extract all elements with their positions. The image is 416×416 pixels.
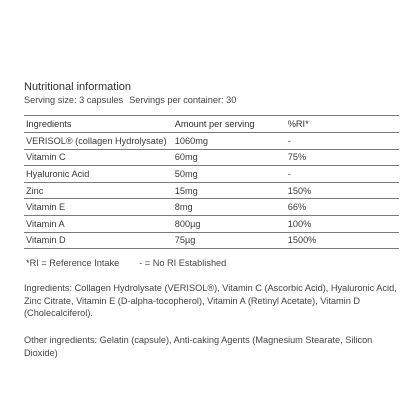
ingredient-ri: 1500% — [286, 232, 399, 249]
ingredient-amount: 60mg — [173, 149, 286, 166]
ingredient-name: Vitamin C — [24, 149, 173, 166]
ingredient-name: Vitamin A — [24, 215, 173, 232]
other-ingredients-label: Other ingredients: — [24, 335, 98, 346]
column-header-amount: Amount per serving — [173, 116, 286, 133]
page-title: Nutritional information — [24, 81, 131, 93]
ingredients-text: Collagen Hydrolysate (VERISOL®), Vitamin C (Ascorbic Acid), Hyaluronic Acid, Zinc Citrate, Vitamin E (D-alpha-tocopherol), Vitamin A (Retinyl Acetate), Vitamin D (Cholecalciferol). — [24, 283, 397, 318]
ingredient-ri: 75% — [286, 149, 399, 166]
ingredients-paragraph — [24, 282, 401, 319]
ingredient-name: Zinc — [24, 182, 173, 199]
ingredient-name: Vitamin E — [24, 199, 173, 216]
table-header-row — [24, 116, 399, 133]
serving-size: Serving size: 3 capsules — [24, 95, 124, 105]
ingredient-amount: 15mg — [173, 182, 286, 199]
nutrition-panel — [24, 81, 401, 359]
column-header-ingredients: Ingredients — [24, 116, 173, 133]
serving-info — [24, 94, 401, 106]
nutrition-table — [24, 115, 399, 249]
table-row — [24, 215, 399, 232]
ingredient-name: VERISOL® (collagen Hydrolysate) — [24, 133, 173, 150]
legend-ri: *RI = Reference Intake — [26, 258, 120, 269]
table-row — [24, 133, 399, 150]
table-row — [24, 149, 399, 166]
ingredient-amount: 75µg — [173, 232, 286, 249]
ingredient-name: Hyaluronic Acid — [24, 166, 173, 183]
table-row — [24, 232, 399, 249]
ingredient-amount: 1060mg — [173, 133, 286, 150]
ingredient-ri: 66% — [286, 199, 399, 216]
table-row — [24, 199, 399, 216]
other-ingredients-paragraph — [24, 334, 401, 359]
ingredient-ri: 150% — [286, 182, 399, 199]
table-legend — [26, 258, 401, 268]
servings-per-container: Servings per container: 30 — [129, 95, 237, 105]
ingredient-ri: - — [286, 166, 399, 183]
column-header-ri: %RI* — [286, 116, 399, 133]
table-row — [24, 166, 399, 183]
legend-no-ri: - = No RI Established — [139, 258, 227, 269]
ingredient-amount: 8mg — [173, 199, 286, 216]
ingredient-amount: 50mg — [173, 166, 286, 183]
table-row — [24, 182, 399, 199]
other-ingredients-text: Gelatin (capsule), Anti-caking Agents (Magnesium Stearate, Silicon Dioxide) — [24, 335, 373, 358]
ingredient-ri: 100% — [286, 215, 399, 232]
ingredient-name: Vitamin D — [24, 232, 173, 249]
ingredients-label: Ingredients: — [24, 283, 73, 294]
ingredient-amount: 800µg — [173, 215, 286, 232]
ingredient-ri: - — [286, 133, 399, 150]
